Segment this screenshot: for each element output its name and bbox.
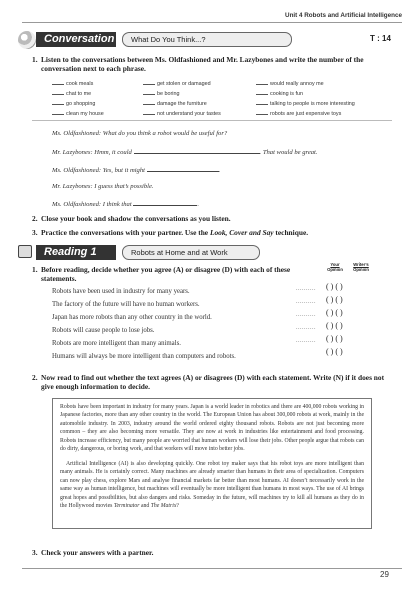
statement: Robots will cause people to lose jobs. xyxy=(52,327,155,334)
dialogue-line: Ms. Oldfashioned: Yes, but it might . xyxy=(52,167,221,174)
page-number: 29 xyxy=(380,570,389,579)
dialogue-line: Mr. Lazybones: I guess that’s possible. xyxy=(52,183,154,190)
phrase-item[interactable]: robots are just expensive toys xyxy=(256,109,355,119)
conversation-title: Conversation xyxy=(36,32,116,47)
phrase-item[interactable]: talking to people is more interesting xyxy=(256,99,355,109)
statement: Robots are more intelligent than many animals. xyxy=(52,340,181,347)
answer-parens[interactable]: ( ) ( ) xyxy=(326,295,343,304)
dialogue-line: Ms. Oldfashioned: What do you think a robot would be useful for? xyxy=(52,130,228,137)
answer-parens[interactable]: ( ) ( ) xyxy=(326,321,343,330)
passage-paragraph-2: Artificial Intelligence (AI) is also developing quickly. One robot toy maker says that his robot toys are more intelligent than many animals. He is certainly correct. Many machines are already smarter than humans in their area of specialization. Computers can now play chess, explore Mars and analyse financial markets far better than most humans. AI doesn’t necessarily work in the same way as human intelligence, but machines will eventually be more intelligent than humans in most ways. The use of AI brings great hopes and possibilities, but also dangers and risks. Someday in the future, will machines try to kill all humans as they do in the Hollywood movies Terminator and The Matrix? xyxy=(60,461,364,510)
phrase-item[interactable]: get stolen or damaged xyxy=(143,79,221,89)
conversation-question-1: 1. Listen to the conversations between Ms. Oldfashioned and Mr. Lazybones and write the number of the conversation next to each phrase. xyxy=(32,55,364,73)
phrase-column-2 xyxy=(143,79,221,119)
phrase-item[interactable]: cooking is fun xyxy=(256,89,355,99)
statement: The factory of the future will have no human workers. xyxy=(52,301,200,308)
conversation-subtitle: What Do You Think...? xyxy=(122,32,292,47)
answer-parens[interactable]: ( ) ( ) xyxy=(326,334,343,343)
reading-subtitle: Robots at Home and at Work xyxy=(122,245,260,260)
phrase-item[interactable]: not understand your tastes xyxy=(143,109,221,119)
answer-blank[interactable] xyxy=(133,200,197,206)
phrase-column-1 xyxy=(52,79,104,119)
conversation-question-3: 3. Practice the conversations with your partner. Use the Look, Cover and Say technique. xyxy=(32,228,309,237)
reading-question-3: 3. Check your answers with a partner. xyxy=(32,548,154,557)
phrase-item[interactable]: would really annoy me xyxy=(256,79,355,89)
answer-parens[interactable]: ( ) ( ) xyxy=(326,347,343,356)
statement: Robots have been used in industry for many years. xyxy=(52,288,190,295)
cd-icon xyxy=(18,31,36,49)
reading-banner xyxy=(18,244,402,260)
phrase-item[interactable]: cook meals xyxy=(52,79,104,89)
conversation-question-2: 2. Close your book and shadow the conversations as you listen. xyxy=(32,214,231,223)
unit-label: Unit 4 Robots and Artificial Intelligence xyxy=(285,12,402,19)
phrase-item[interactable]: chat to me xyxy=(52,89,104,99)
track-label: T : 14 xyxy=(370,34,391,43)
phrase-column-3 xyxy=(256,79,355,119)
phrase-item[interactable]: clean my house xyxy=(52,109,104,119)
reading-question-1: 1. Before reading, decide whether you agree (A) or disagree (D) with each of these statements. xyxy=(32,265,291,283)
phrase-item[interactable]: be boring xyxy=(143,89,221,99)
reading-title: Reading 1 xyxy=(36,245,116,260)
answer-parens[interactable]: ( ) ( ) xyxy=(326,282,343,291)
book-icon xyxy=(18,245,32,258)
dialogue-divider xyxy=(32,120,392,121)
answer-parens[interactable]: ( ) ( ) xyxy=(326,308,343,317)
textbook-page: Unit 4 Robots and Artificial Intelligence Conversation What Do You Think...? T : 14 1. Listen to the conversations between Ms. Oldfashioned and Mr. Lazybones and write the number of the conversation next to each phrase. cook meals chat to me go shopping clean my house get stolen or damaged be boring damage the furniture not understand your tastes would really annoy me cooking is fun talking to people is more interesting robots are just expensive toys Ms. Oldfashioned: What do you think a robot would be useful for? Mr. Lazybones: Hmm, it could . That would be great. Ms. Oldfashioned: Yes, but it might . Mr. Lazybones: I guess that’s possible. Ms. Oldfashioned: I think that . 2. Close your book and shadow the conversations as you listen. 3. Practice the conversations with your partner. Use the Look, Cover and Say technique. Reading 1 Robots at Home and at Work 1. Before reading, decide whether you agree (A) or disagree (D) with each of these statements. Your Opinion Writer’s Opinion Robots have been used in industry for many years. The factory of the future will have no human workers. Japan has more robots than any other country in the world. Robots will cause people to lose jobs. Robots are more intelligent than many animals. Humans will always be more intelligent than computers and robots. .......... .......... .......... .......... .......... ( ) ( ) ( ) ( ) ( ) ( ) ( ) ( ) ( ) ( ) ( ) ( ) 2. Now read to find out whether the text agrees (A) or disagrees (D) with each statement. Write (N) if it does not give enough information to decide. Robots have been important in industry for many years. Japan is a world leader in robotics and there are 400,000 robots working in Japanese factories, more than any other country in the world. The European Union has about 300,000 robots at work, mainly in the automobile industry. In 2003, industry around the world ordered eighty thousand robots. Robots are not just becoming more common – they are also becoming more versatile. They are now at work in industries like entertainment and food processing. Robots increase efficiency, but many people are worried that human workers will lose their jobs. Other people argue that robots can do dirty, dangerous, or boring work, and that workers will move into better jobs. Artificial Intelligence (AI) is also developing quickly. One robot toy maker says that his robot toys are more intelligent than many animals. He is certainly correct. Many machines are already smarter than humans in their area of specialization. Computers can now play chess, explore Mars and analyse financial markets far better than most humans. AI doesn’t necessarily work in the same way as human intelligence, but machines will eventually be more intelligent than humans in most ways. The use of AI brings great hopes and possibilities, but also dangers and risks. Someday in the future, will machines try to kill all humans as they do in the Hollywood movies Terminator and The Matrix? 3. Check your answers with a partner. 29 xyxy=(0,0,416,589)
phrase-item[interactable]: go shopping xyxy=(52,99,104,109)
phrase-item[interactable]: damage the furniture xyxy=(143,99,221,109)
conversation-banner xyxy=(18,31,402,47)
passage-paragraph-1: Robots have been important in industry for many years. Japan is a world leader in robotics and there are 400,000 robots working in Japanese factories, more than any other country in the world. The European Union has about 300,000 robots at work, mainly in the automobile industry. In 2003, industry around the world ordered eighty thousand robots. Robots are not just becoming more common – they are also becoming more versatile. They are now at work in industries like entertainment and food processing. Robots increase efficiency, but many people are worried that human workers will lose their jobs. Other people argue that robots can do dirty, dangerous, or boring work, and that workers will move into better jobs. xyxy=(60,404,364,453)
dialogue-line: Mr. Lazybones: Hmm, it could . That would be great. xyxy=(52,149,318,156)
statement: Japan has more robots than any other country in the world. xyxy=(52,314,212,321)
dialogue-line: Ms. Oldfashioned: I think that . xyxy=(52,201,199,208)
header-divider xyxy=(22,22,402,23)
answer-blank[interactable] xyxy=(134,148,260,154)
your-opinion-header: Your Opinion xyxy=(327,262,343,272)
footer-divider xyxy=(22,568,402,569)
statement: Humans will always be more intelligent than computers and robots. xyxy=(52,353,236,360)
answer-blank[interactable] xyxy=(147,166,219,172)
writer-opinion-header: Writer’s Opinion xyxy=(353,262,369,272)
reading-question-2: 2. Now read to find out whether the text agrees (A) or disagrees (D) with each statement. Write (N) if it does not give enough information to decide. xyxy=(32,373,385,391)
